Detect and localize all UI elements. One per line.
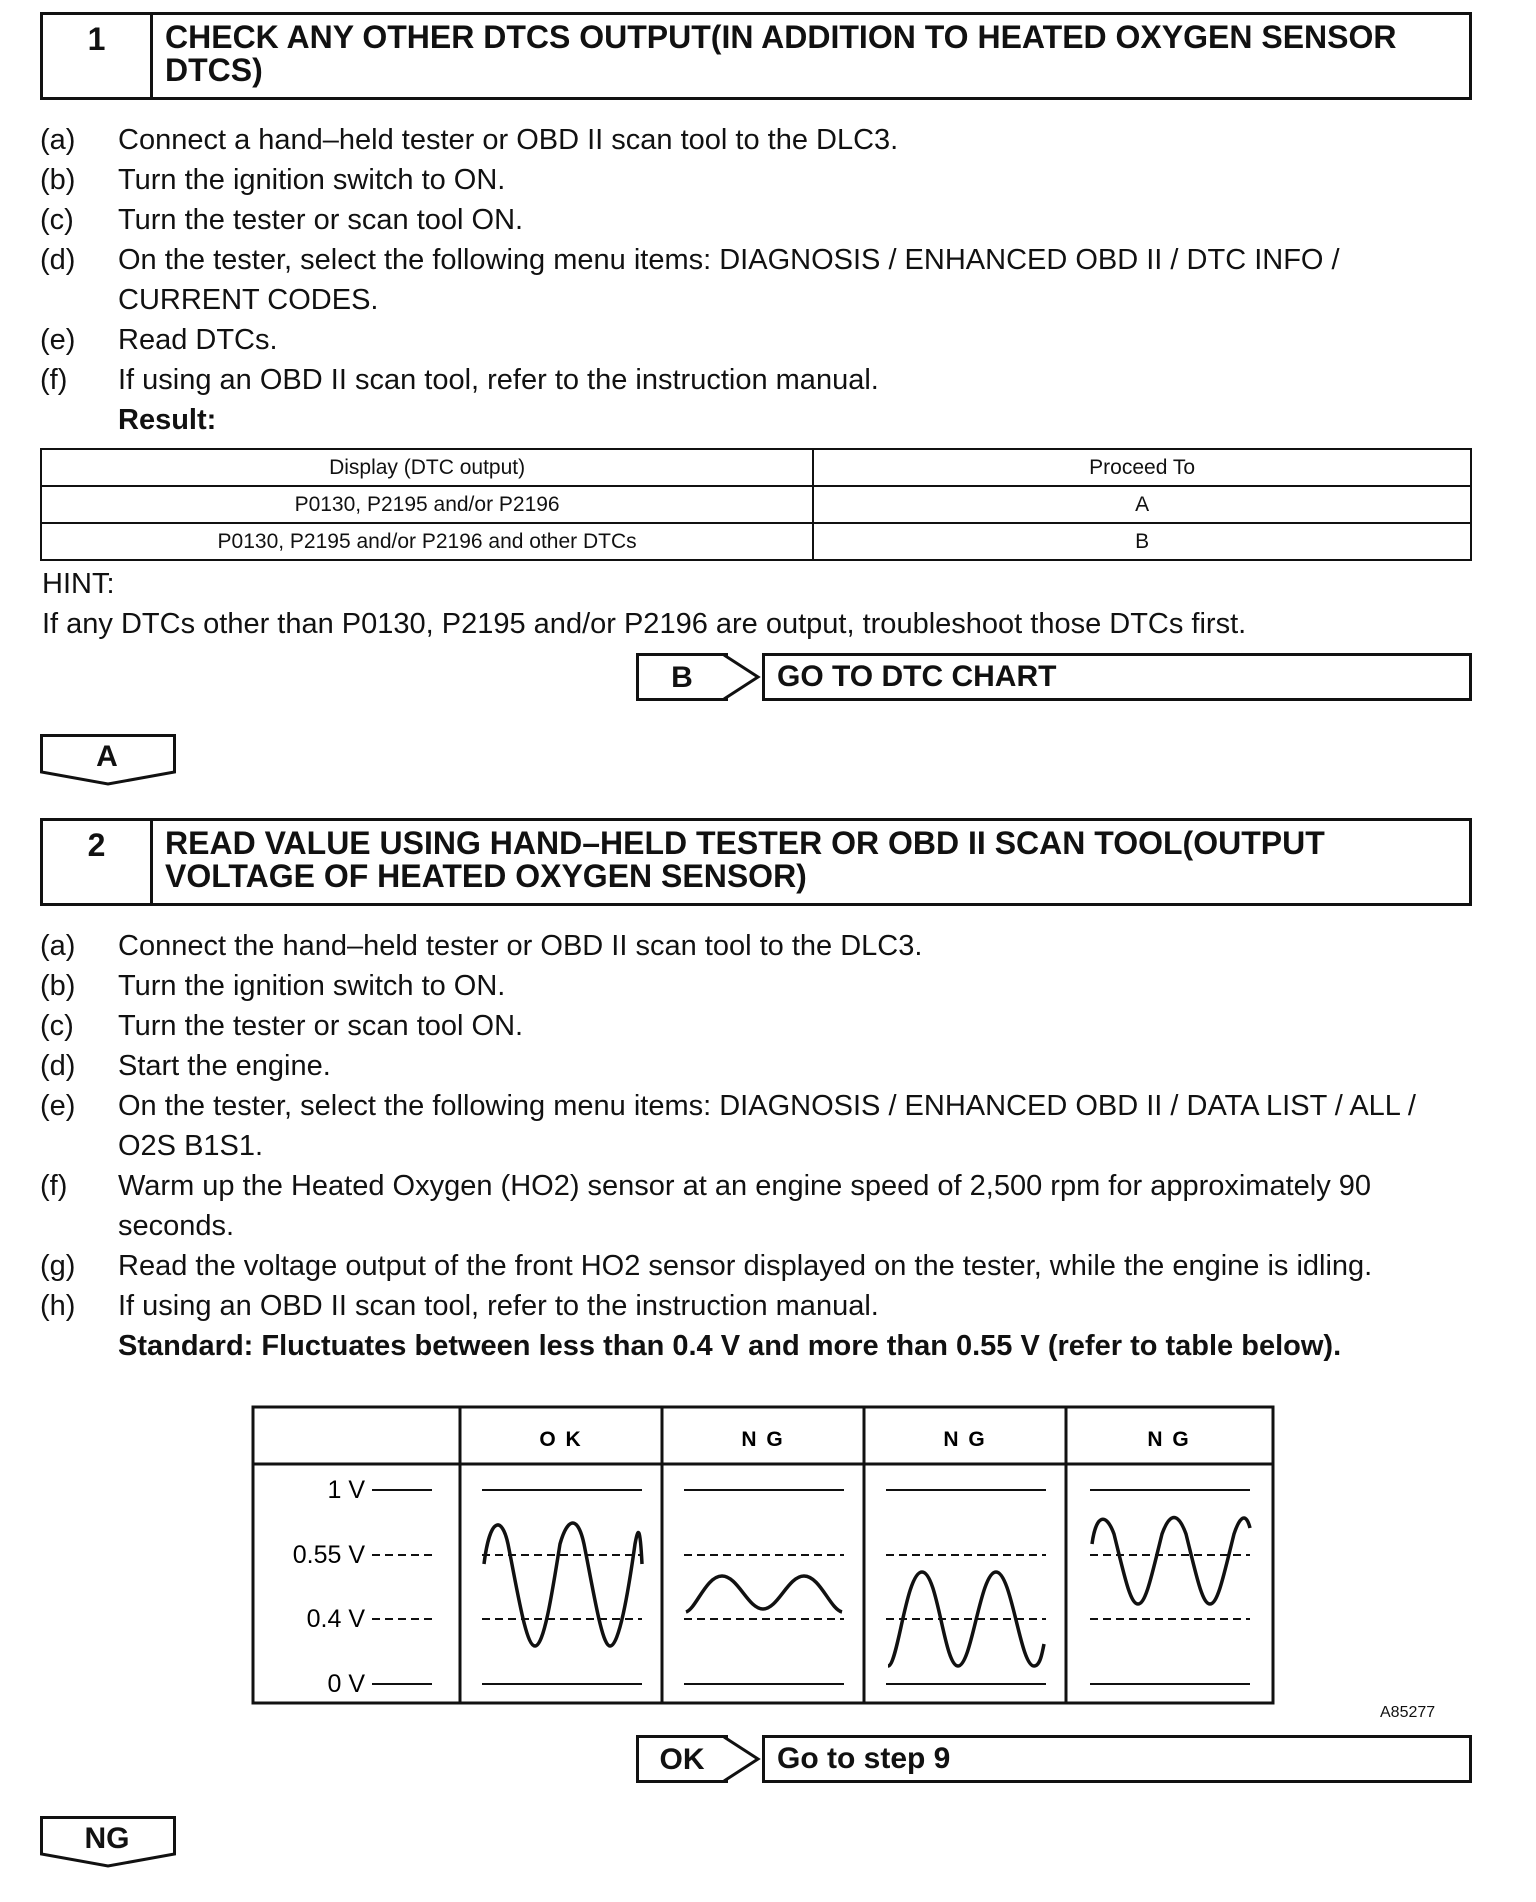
go-to-step-9-link[interactable]: Go to step 9	[762, 1735, 1472, 1783]
list-item: (f) Warm up the Heated Oxygen (HO2) sensor at an engine speed of 2,500 rpm for approximately 90 seconds.	[40, 1170, 1372, 1242]
list-item: (e) Read DTCs.	[40, 324, 278, 356]
list-item: (g) Read the voltage output of the front HO2 sensor displayed on the tester, while the engine is idling.	[40, 1250, 1373, 1282]
voltage-waveform-figure	[250, 1404, 1280, 1714]
step-1-header	[40, 12, 1472, 100]
list-item: (c) Turn the tester or scan tool ON.	[40, 204, 524, 236]
column-header-ng-3: N G	[1147, 1428, 1191, 1451]
list-item: (d) Start the engine.	[40, 1050, 331, 1082]
list-item: (a) Connect a hand–held tester or OBD II scan tool to the DLC3.	[40, 124, 899, 156]
hint-label: HINT:	[42, 568, 115, 600]
next-ng-label: NG	[84, 1822, 130, 1855]
go-to-dtc-chart-link[interactable]: GO TO DTC CHART	[762, 653, 1472, 701]
arrow-right-icon	[722, 1735, 762, 1783]
figure-code: A85277	[1380, 1704, 1436, 1721]
column-header-display: Display (DTC output)	[41, 449, 813, 486]
step-2-header	[40, 818, 1472, 906]
level-0-4v: 0.4 V	[306, 1605, 365, 1633]
list-item: (c) Turn the tester or scan tool ON.	[40, 1010, 524, 1042]
arrow-right-icon	[722, 653, 762, 701]
next-a-label: A	[96, 740, 118, 773]
list-item: (a) Connect the hand–held tester or OBD II scan tool to the DLC3.	[40, 930, 923, 962]
column-header-ok: O K	[539, 1428, 583, 1451]
list-item: (b) Turn the ignition switch to ON.	[40, 164, 506, 196]
table-cell: A	[813, 486, 1471, 523]
table-cell: P0130, P2195 and/or P2196	[41, 486, 813, 523]
step-1-number: 1	[43, 15, 153, 97]
level-1v: 1 V	[327, 1476, 365, 1504]
result-table	[40, 448, 1472, 561]
list-item: (e) On the tester, select the following menu items: DIAGNOSIS / ENHANCED OBD II / DATA LIST / ALL / O2S B1S1.	[40, 1090, 1416, 1162]
level-0v: 0 V	[327, 1670, 365, 1698]
level-0-55v: 0.55 V	[292, 1541, 365, 1569]
table-row	[41, 486, 1471, 523]
table-cell: B	[813, 523, 1471, 560]
next-a-tag	[40, 734, 176, 786]
list-item: (h) If using an OBD II scan tool, refer to the instruction manual.	[40, 1290, 879, 1322]
list-item: (d) On the tester, select the following menu items: DIAGNOSIS / ENHANCED OBD II / DTC INFO / CURRENT CODES.	[40, 244, 1340, 316]
step-1-title: CHECK ANY OTHER DTCS OUTPUT(IN ADDITION TO HEATED OXYGEN SENSOR DTCS)	[165, 19, 1397, 88]
branch-b-label: B	[636, 653, 728, 701]
step-2-title: READ VALUE USING HAND–HELD TESTER OR OBD II SCAN TOOL(OUTPUT VOLTAGE OF HEATED OXYGEN SENSOR)	[165, 825, 1325, 894]
step-1-instructions	[40, 120, 1480, 400]
branch-ok-label: OK	[636, 1735, 728, 1783]
table-header-row	[41, 449, 1471, 486]
next-ng-tag	[40, 1816, 176, 1868]
table-cell: P0130, P2195 and/or P2196 and other DTCs	[41, 523, 813, 560]
standard-text: Standard: Fluctuates between less than 0.4 V and more than 0.55 V (refer to table below).	[118, 1330, 1342, 1362]
result-label: Result:	[118, 404, 217, 436]
column-header-ng-2: N G	[943, 1428, 987, 1451]
column-header-proceed: Proceed To	[813, 449, 1471, 486]
list-item: (f) If using an OBD II scan tool, refer to the instruction manual.	[40, 364, 879, 396]
step-2-instructions	[40, 926, 1480, 1326]
list-item: (b) Turn the ignition switch to ON.	[40, 970, 506, 1002]
table-row	[41, 523, 1471, 560]
step-2-number: 2	[43, 821, 153, 903]
hint-text: If any DTCs other than P0130, P2195 and/or P2196 are output, troubleshoot those DTCs first.	[42, 608, 1247, 640]
column-header-ng-1: N G	[741, 1428, 785, 1451]
